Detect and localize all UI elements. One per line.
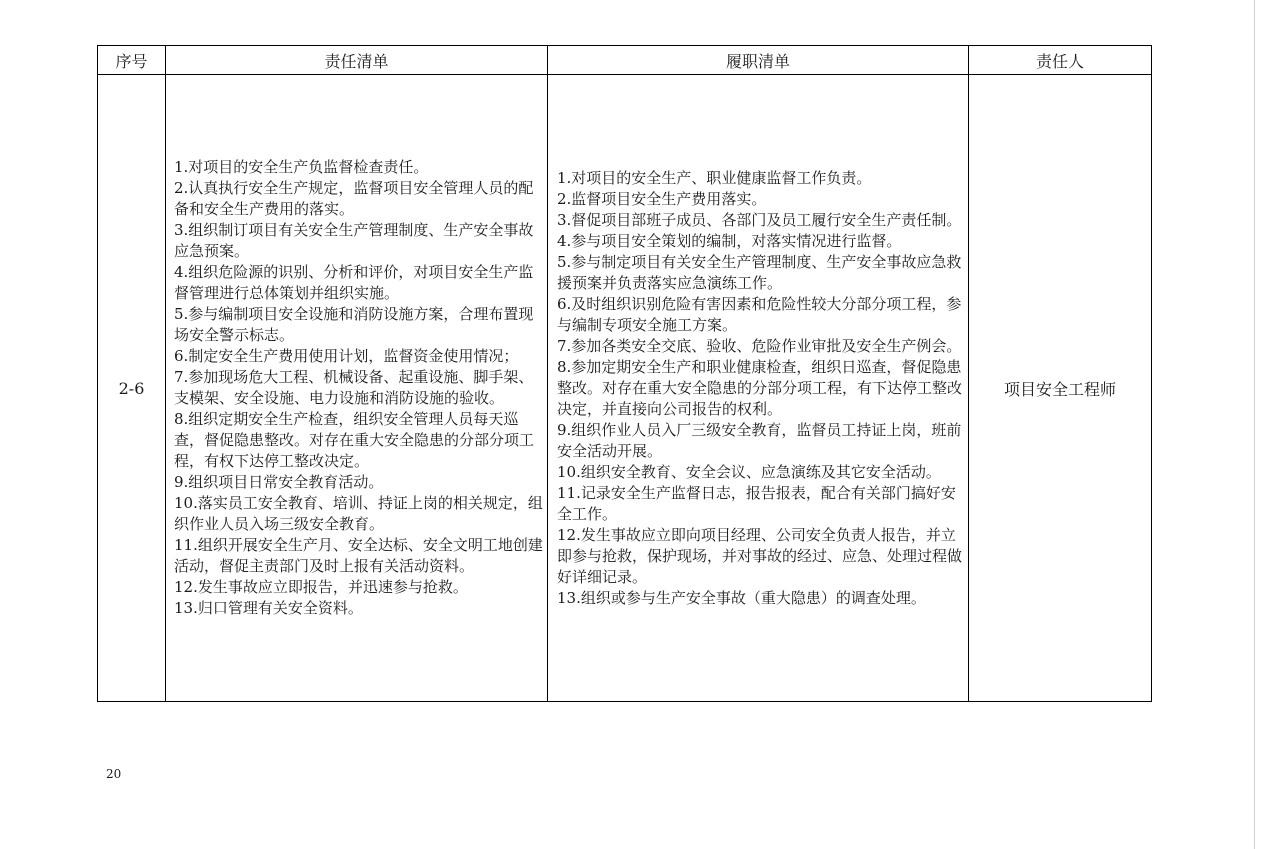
duty-item: 8.参加定期安全生产和职业健康检查，组织日巡查，督促隐患整改。对存在重大安全隐患的分部分项工程，有下达停工整改决定，并直接向公司报告的权利。 bbox=[557, 357, 963, 418]
duty-item: 6.及时组织识别危险有害因素和危险性较大分部分项工程，参与编制专项安全施工方案。 bbox=[557, 294, 962, 334]
duty-item: 5.参与制定项目有关安全生产管理制度、生产安全事故应急救援预案并负责落实应急演练工作。 bbox=[557, 252, 962, 292]
duty-item: 1.对项目的安全生产、职业健康监督工作负责。 bbox=[557, 168, 872, 187]
responsibility-cell bbox=[166, 75, 548, 702]
duty-item: 2.监督项目安全生产费用落实。 bbox=[557, 189, 767, 208]
responsibility-item: 11.组织开展安全生产月、安全达标、安全文明工地创建活动，督促主责部门及时上报有关活动资料。 bbox=[174, 536, 543, 575]
duty-item: 7.参加各类安全交底、验收、危险作业审批及安全生产例会。 bbox=[557, 336, 962, 355]
responsibility-item: 4.组织危险源的识别、分析和评价，对项目安全生产监督管理进行总体策划并组织实施。 bbox=[174, 263, 534, 302]
responsibility-item: 12.发生事故应立即报告，并迅速参与抢救。 bbox=[174, 578, 468, 596]
responsible-person: 项目安全工程师 bbox=[969, 75, 1152, 702]
header-responsibility-list: 责任清单 bbox=[166, 46, 548, 75]
responsibility-item: 5.参与编制项目安全设施和消防设施方案，合理布置现场安全警示标志。 bbox=[174, 305, 534, 344]
duty-cell bbox=[548, 75, 969, 702]
responsibility-item: 1.对项目的安全生产负监督检查责任。 bbox=[174, 158, 429, 176]
duty-item: 12.发生事故应立即向项目经理、公司安全负责人报告，并立即参与抢救，保护现场，并对事故的经过、应急、处理过程做好详细记录。 bbox=[557, 525, 963, 586]
header-responsible-person: 责任人 bbox=[969, 46, 1152, 75]
row-number: 2-6 bbox=[98, 75, 166, 702]
duty-item: 4.参与项目安全策划的编制，对落实情况进行监督。 bbox=[557, 231, 902, 250]
responsibility-item: 9.组织项目日常安全教育活动。 bbox=[174, 473, 384, 491]
responsibility-list bbox=[166, 157, 547, 619]
duty-item: 13.组织或参与生产安全事故（重大隐患）的调查处理。 bbox=[557, 588, 926, 607]
responsibility-table bbox=[97, 45, 1152, 702]
duty-item: 10.组织安全教育、安全会议、应急演练及其它安全活动。 bbox=[557, 462, 941, 481]
header-number: 序号 bbox=[98, 46, 166, 75]
responsibility-item: 8.组织定期安全生产检查，组织安全管理人员每天巡查，督促隐患整改。对存在重大安全隐患的分部分项工程，有权下达停工整改决定。 bbox=[174, 410, 535, 470]
page-number: 20 bbox=[106, 767, 122, 781]
responsibility-item: 13.归口管理有关安全资料。 bbox=[174, 599, 363, 617]
duty-item: 9.组织作业人员入厂三级安全教育，监督员工持证上岗，班前安全活动开展。 bbox=[557, 420, 962, 460]
responsibility-item: 10.落实员工安全教育、培训、持证上岗的相关规定，组织作业人员入场三级安全教育。 bbox=[174, 494, 543, 533]
responsibility-item: 7.参加现场危大工程、机械设备、起重设施、脚手架、支模架、安全设施、电力设施和消防设施的验收。 bbox=[174, 368, 534, 407]
responsibility-item: 2.认真执行安全生产规定，监督项目安全管理人员的配备和安全生产费用的落实。 bbox=[174, 179, 534, 218]
duty-item: 11.记录安全生产监督日志，报告报表，配合有关部门搞好安全工作。 bbox=[557, 483, 956, 523]
responsibility-item: 3.组织制订项目有关安全生产管理制度、生产安全事故应急预案。 bbox=[174, 221, 534, 260]
table-row bbox=[98, 75, 1152, 702]
duty-list bbox=[548, 168, 968, 609]
header-duty-list: 履职清单 bbox=[548, 46, 969, 75]
responsibility-item: 6.制定安全生产费用使用计划，监督资金使用情况； bbox=[174, 347, 519, 365]
page-edge-line bbox=[1254, 0, 1255, 849]
table-header-row bbox=[98, 46, 1152, 75]
duty-item: 3.督促项目部班子成员、各部门及员工履行安全生产责任制。 bbox=[557, 210, 962, 229]
